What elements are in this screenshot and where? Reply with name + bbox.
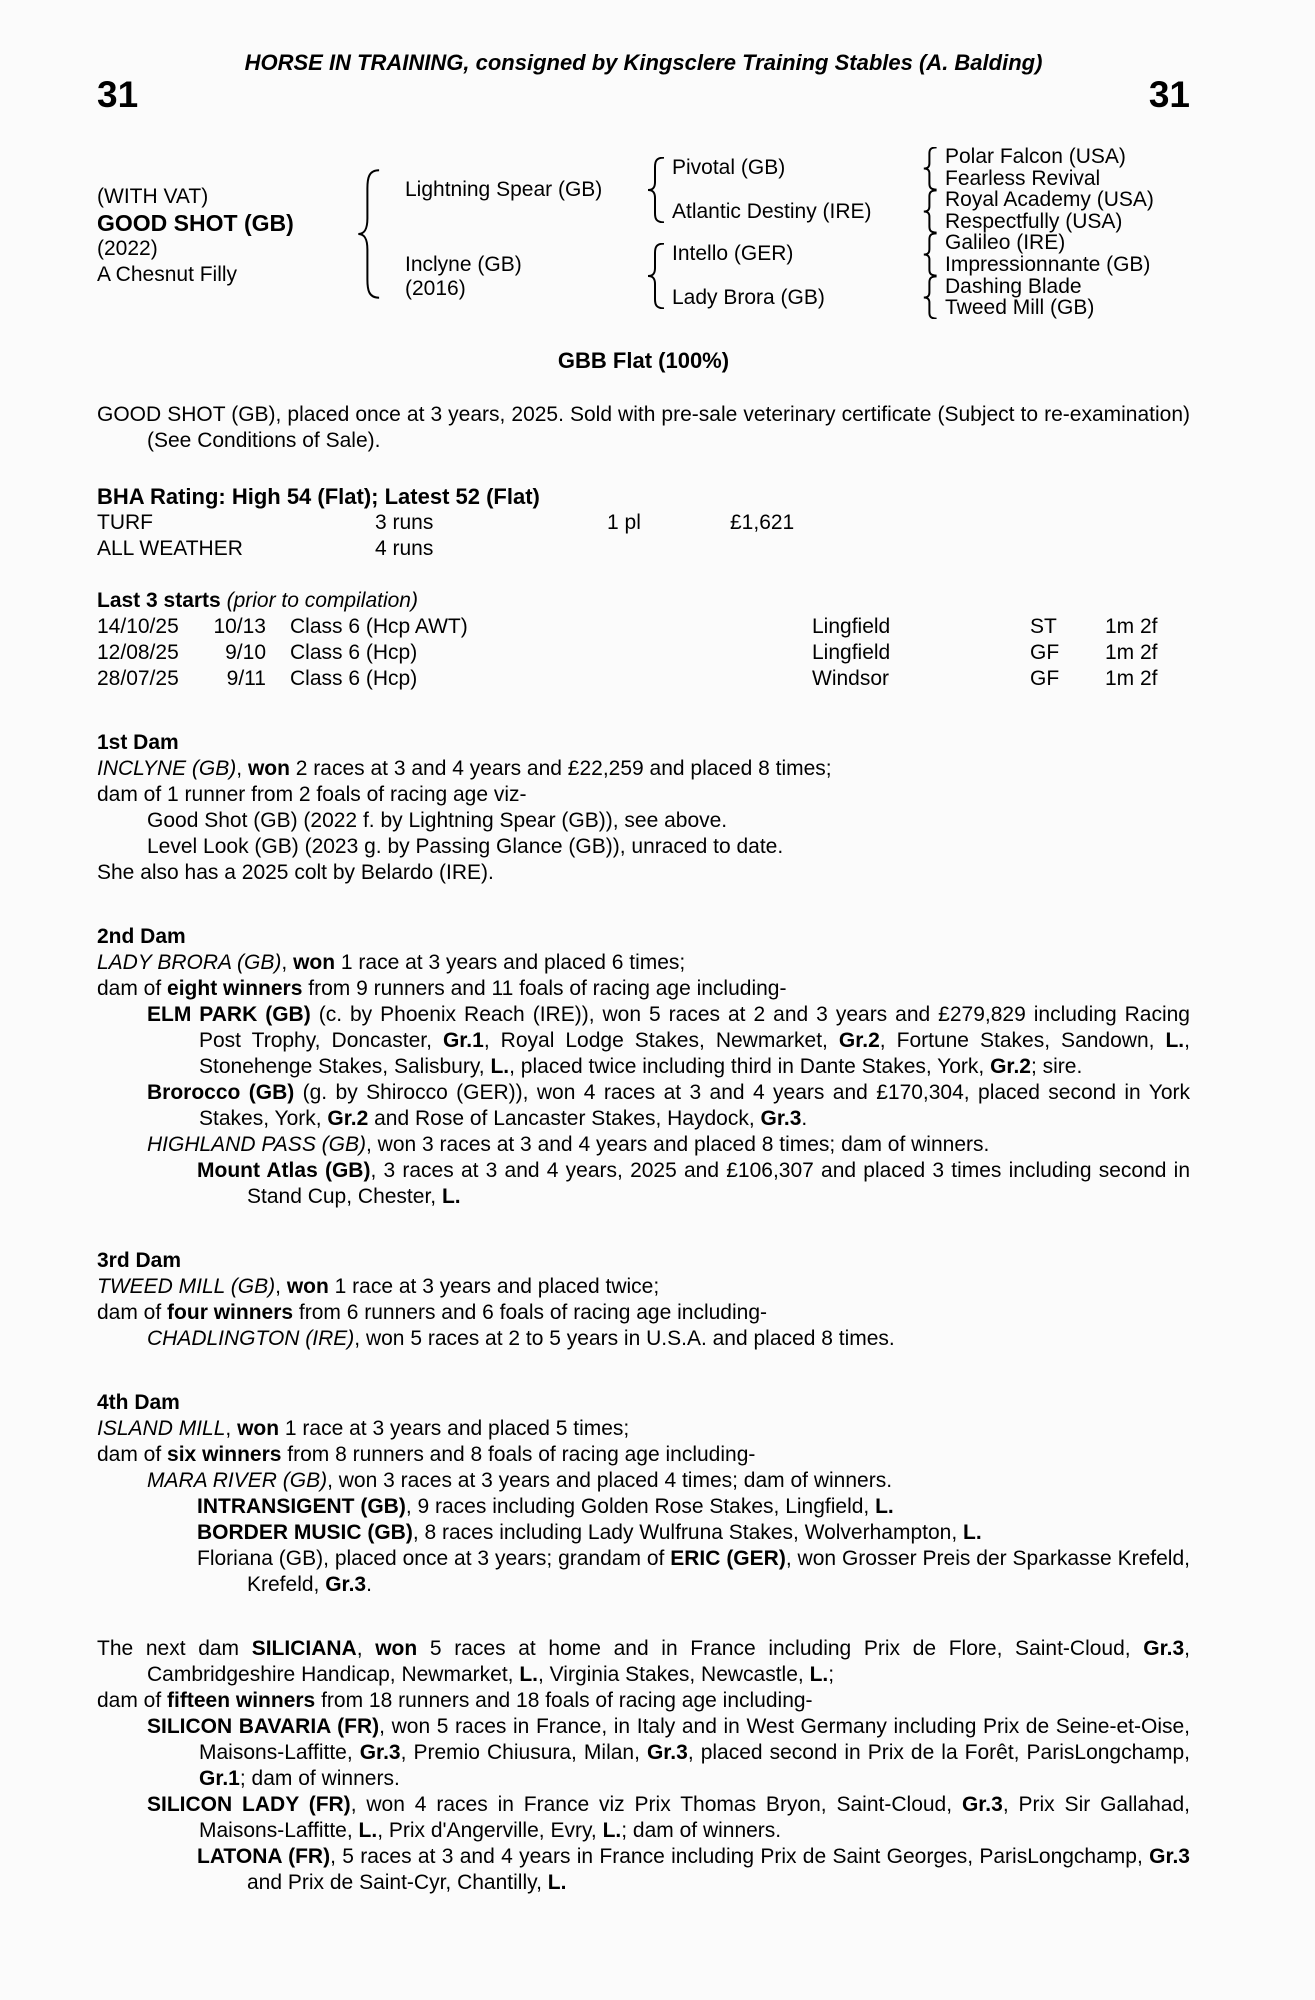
horse-description: A Chesnut Filly [97,263,238,286]
third-generation-column [945,146,1154,319]
going: GF [1030,641,1060,664]
ancestor-name: Respectfully (USA) [945,209,1123,233]
places-count [607,536,730,562]
start-row [97,614,1190,640]
bha-rating-heading: BHA Rating: High 54 (Flat); Latest 52 (Flat) [97,484,540,509]
pedigree-brace [647,157,667,223]
surface-label: TURF [97,511,153,534]
pedigree-paragraph: Level Look (GB) (2023 g. by Passing Glance (GB)), unraced to date. [147,835,784,858]
prize-money: £1,621 [730,511,795,534]
pedigree-paragraph: HIGHLAND PASS (GB), won 3 races at 3 and 4 years and placed 8 times; dam of winners. [147,1133,990,1156]
runs-count: 3 runs [375,511,434,534]
pedigree-paragraph: dam of fifteen winners from 18 runners and 18 foals of racing age including- [97,1689,813,1712]
grandsire-name: Pivotal (GB) [672,156,786,179]
pedigree-brace [923,276,939,319]
dam-year: (2016) [405,277,466,300]
pedigree-paragraph: CHADLINGTON (IRE), won 5 races at 2 to 5 years in U.S.A. and placed 8 times. [147,1327,895,1350]
race-date: 14/10/25 [97,615,179,638]
ancestor-name: Polar Falcon (USA) [945,145,1126,168]
going: GF [1030,667,1060,690]
sale-conditions-paragraph: GOOD SHOT (GB), placed once at 3 years, 2025. Sold with pre-sale veterinary certificate (Subject to re-examination) (See Conditions of Sale). [97,403,1190,452]
granddam-name: Atlantic Destiny (IRE) [672,200,872,223]
start-row [97,666,1190,692]
ancestor-name: Impressionnante (GB) [945,252,1151,276]
race-course: Windsor [812,667,890,690]
last-starts-note: (prior to compilation) [226,589,418,612]
pedigree-paragraph: She also has a 2025 colt by Belardo (IRE). [97,861,494,884]
ancestor-name: Dashing Blade [945,274,1082,298]
pedigree-paragraph: Mount Atlas (GB), 3 races at 3 and 4 years, 2025 and £106,307 and placed 3 times including second in Stand Cup, Chester, L. [197,1159,1191,1208]
gbb-status: GBB Flat (100%) [557,348,730,373]
pedigree-table [97,144,1190,336]
pedigree-paragraph: MARA RIVER (GB), won 3 races at 3 years and placed 4 times; dam of winners. [147,1469,893,1492]
lot-number-left: 31 [97,74,139,115]
race-class: Class 6 (Hcp) [290,667,418,690]
start-row [97,640,1190,666]
horse-name: GOOD SHOT (GB) [97,210,294,236]
granddam-name: Lady Brora (GB) [672,286,825,309]
race-date: 28/07/25 [97,667,179,690]
ancestor-name: Fearless Revival [945,166,1101,190]
section-title-2nd-dam: 2nd Dam [97,925,186,948]
lot-number-row [97,76,1190,114]
surface-label: ALL WEATHER [97,537,243,560]
section-title-1st-dam: 1st Dam [97,731,179,754]
last-starts-block [97,588,1190,692]
pedigree-paragraph: ELM PARK (GB) (c. by Phoenix Reach (IRE)), won 5 races at 2 and 3 years and £279,829 including Racing Post Trophy, Doncaster, Gr.1, Royal Lodge Stakes, Newmarket, Gr.2, Fortune Stakes, Sandown, L., Stonehenge Stakes, Salisbury, L., placed twice including third in Dante Stakes, York, Gr.2; sire. [147,1003,1190,1078]
pedigree-paragraph: dam of eight winners from 9 runners and 11 foals of racing age including- [97,977,787,1000]
race-distance: 1m 2f [1105,615,1158,638]
page-header: HORSE IN TRAINING, consigned by Kingsclere Training Stables (A. Balding) [244,50,1043,75]
vat-note: (WITH VAT) [97,185,209,208]
pedigree-paragraph: Good Shot (GB) (2022 f. by Lightning Spear (GB)), see above. [147,809,728,832]
record-row [97,510,1190,536]
pedigree-paragraph: LATONA (FR), 5 races at 3 and 4 years in France including Prix de Saint Georges, ParisLongchamp, Gr.3 and Prix de Saint-Cyr, Chantilly, L. [197,1845,1190,1894]
race-course: Lingfield [812,615,891,638]
going: ST [1030,615,1057,638]
runs-count: 4 runs [375,537,434,560]
section-title-3rd-dam: 3rd Dam [97,1249,182,1272]
race-distance: 1m 2f [1105,641,1158,664]
lot-number-right: 31 [1148,74,1190,115]
pedigree-brace [647,243,667,309]
pedigree-brace [357,169,383,299]
pedigree-brace [923,147,939,190]
pedigree-paragraph: INCLYNE (GB), won 2 races at 3 and 4 years and £22,259 and placed 8 times; [97,757,832,780]
pedigree-paragraph: dam of 1 runner from 2 foals of racing age viz- [97,783,527,806]
foaling-year: (2022) [97,237,158,260]
pedigree-paragraph: INTRANSIGENT (GB), 9 races including Golden Rose Stakes, Lingfield, L. [197,1495,894,1518]
pedigree-paragraph: LADY BRORA (GB), won 1 race at 3 years and placed 6 times; [97,951,686,974]
pedigree-brace [923,190,939,233]
ancestor-name: Royal Academy (USA) [945,188,1154,212]
last-starts-title: Last 3 starts [97,589,221,612]
section-title-4th-dam: 4th Dam [97,1391,180,1414]
pedigree-paragraph: The next dam SILICIANA, won 5 races at home and in France including Prix de Flore, Saint-Cloud, Gr.3, Cambridgeshire Handicap, Newmarket, L., Virginia Stakes, Newcastle, L.; [97,1637,1191,1686]
pedigree-brace [923,233,939,276]
pedigree-paragraph: dam of six winners from 8 runners and 8 foals of racing age including- [97,1443,756,1466]
horse-summary [97,184,294,288]
race-distance: 1m 2f [1105,667,1158,690]
pedigree-paragraph: SILICON BAVARIA (FR), won 5 races in France, in Italy and in West Germany including Prix de Seine-et-Oise, Maisons-Laffitte, Gr.3, Premio Chiusura, Milan, Gr.3, placed second in Prix de la Forêt, ParisLongchamp, Gr.1; dam of winners. [147,1715,1190,1790]
race-class: Class 6 (Hcp) [290,641,418,664]
finish-position: 10/13 [213,615,266,638]
dam-name [405,253,522,301]
race-course: Lingfield [812,641,891,664]
bha-rating-block [97,484,1190,562]
sire-name: Lightning Spear (GB) [405,178,603,201]
grandsire-name: Intello (GER) [672,242,794,265]
pedigree-paragraph: Brorocco (GB) (g. by Shirocco (GER)), won 4 races at 3 and 4 years and £170,304, placed second in York Stakes, York, Gr.2 and Rose of Lancaster Stakes, Haydock, Gr.3. [147,1081,1190,1130]
ancestor-name: Tweed Mill (GB) [945,296,1095,320]
last-starts-heading [97,588,1190,614]
ancestor-name: Galileo (IRE) [945,231,1066,255]
pedigree-paragraph: ISLAND MILL, won 1 race at 3 years and placed 5 times; [97,1417,630,1440]
race-class: Class 6 (Hcp AWT) [290,615,468,638]
prize-money [730,536,1190,562]
finish-position: 9/11 [226,667,266,690]
pedigree-paragraph: TWEED MILL (GB), won 1 race at 3 years and placed twice; [97,1275,660,1298]
record-row [97,536,1190,562]
pedigree-paragraph: SILICON LADY (FR), won 4 races in France viz Prix Thomas Bryon, Saint-Cloud, Gr.3, Prix Sir Gallahad, Maisons-Laffitte, L., Prix d'Angerville, Evry, L.; dam of winners. [147,1793,1190,1842]
pedigree-paragraph: BORDER MUSIC (GB), 8 races including Lady Wulfruna Stakes, Wolverhampton, L. [197,1521,982,1544]
pedigree-paragraph: Floriana (GB), placed once at 3 years; grandam of ERIC (GER), won Grosser Preis der Sparkasse Krefeld, Krefeld, Gr.3. [197,1547,1190,1596]
dam-name-line: Inclyne (GB) [405,253,522,276]
pedigree-paragraph: dam of four winners from 6 runners and 6 foals of racing age including- [97,1301,767,1324]
finish-position: 9/10 [225,641,266,664]
places-count: 1 pl [607,511,641,534]
race-date: 12/08/25 [97,641,179,664]
